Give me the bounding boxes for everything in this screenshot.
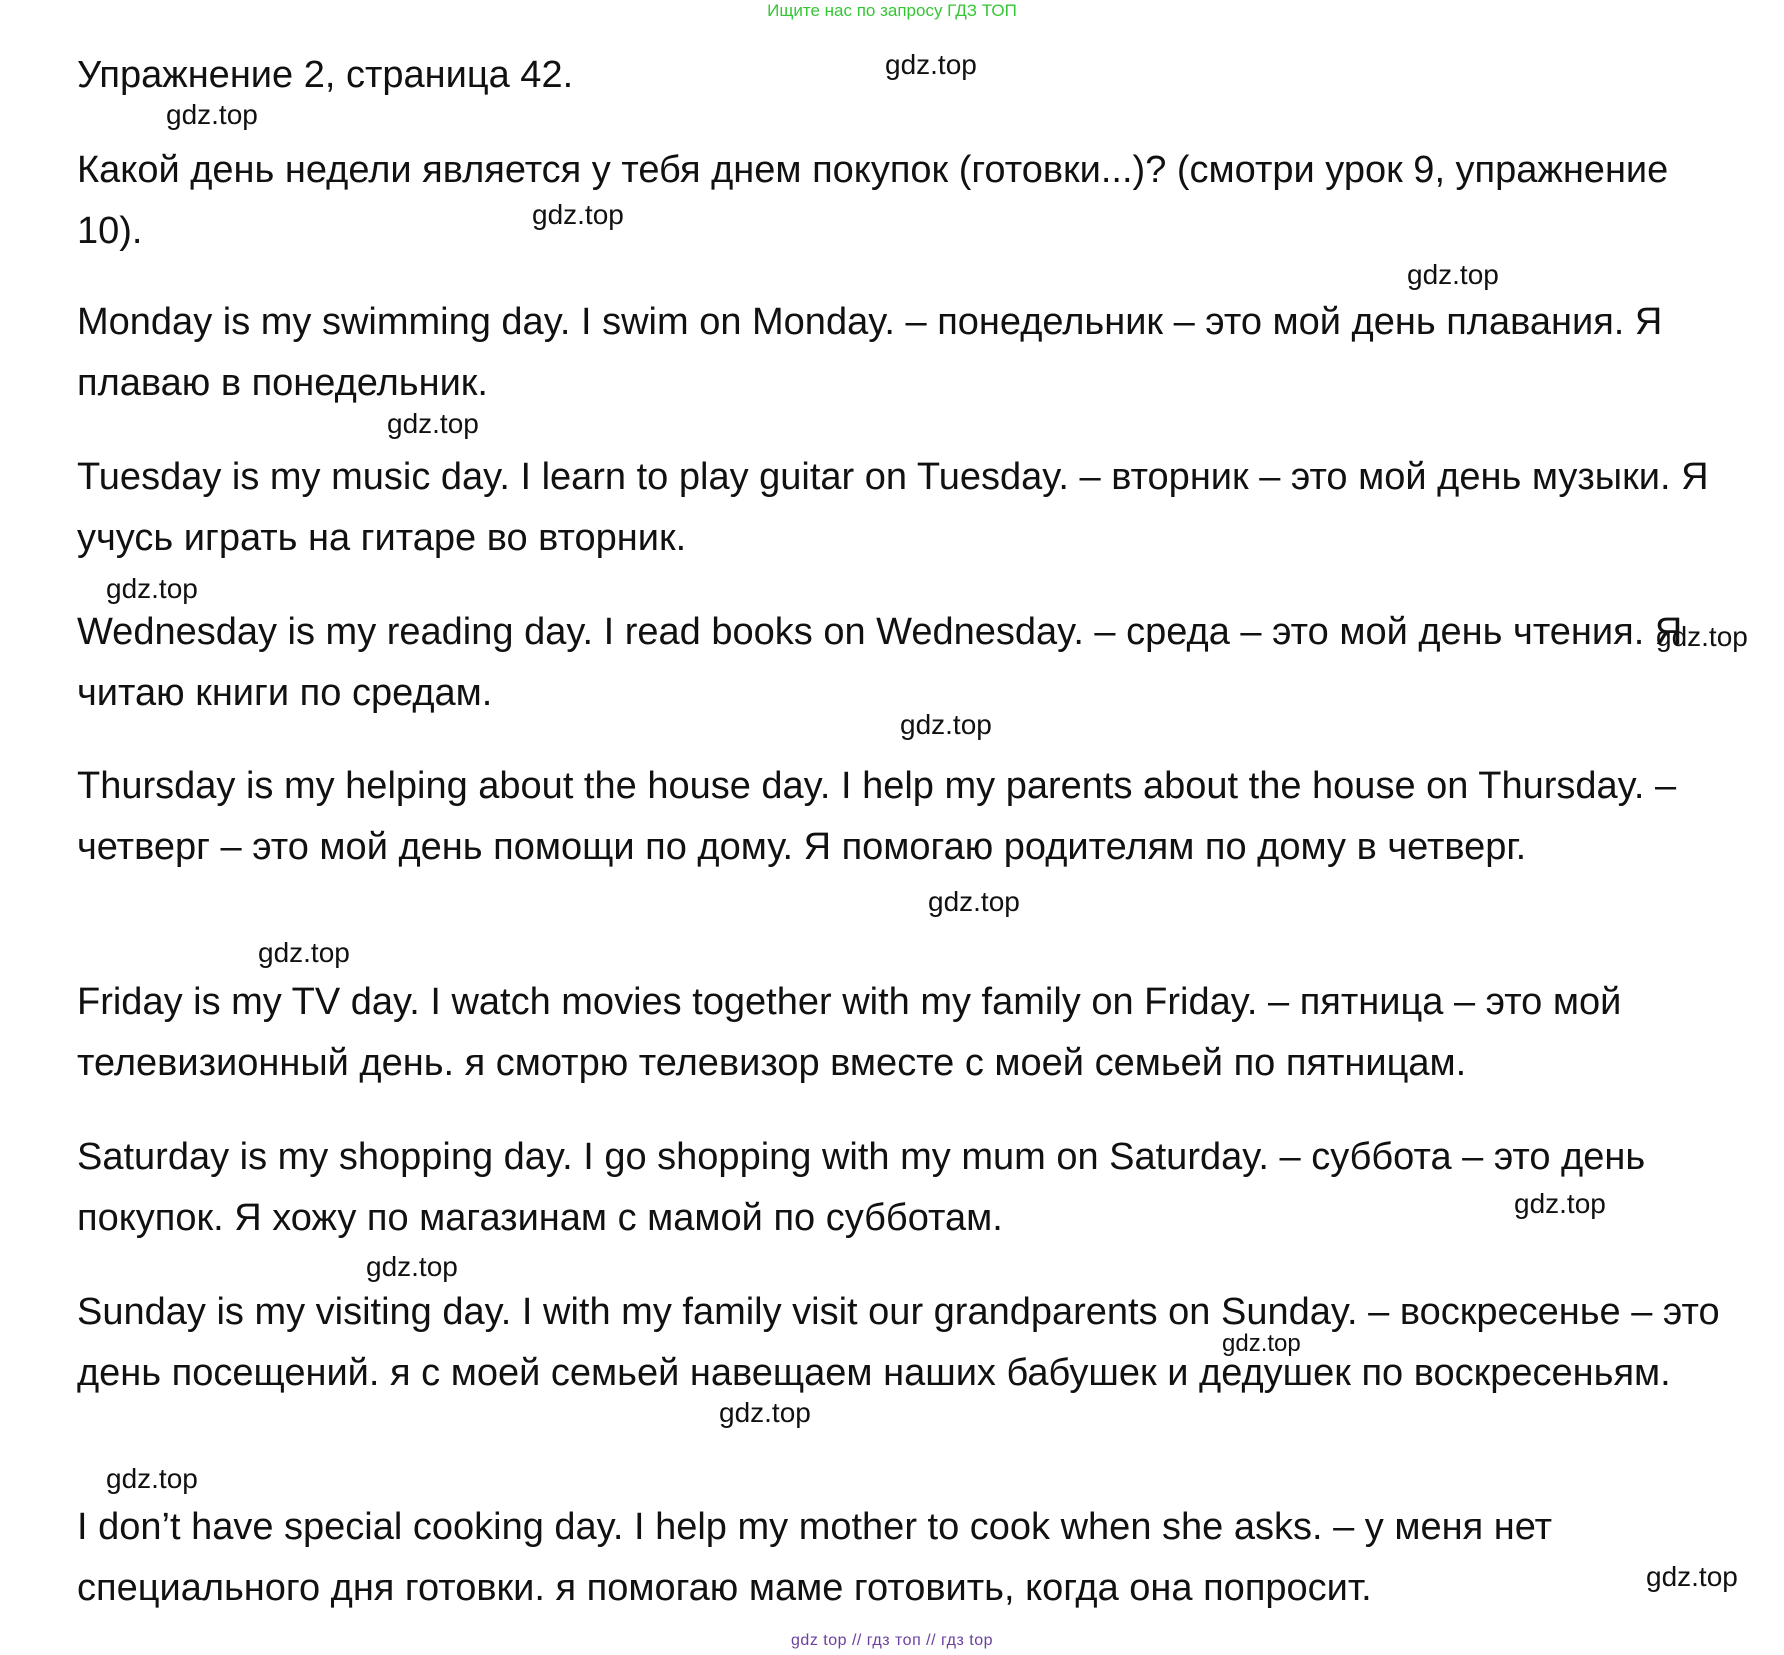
watermark: gdz.top xyxy=(166,99,258,130)
watermark: gdz.top xyxy=(106,1463,198,1494)
watermark: gdz.top xyxy=(1514,1188,1606,1219)
watermark: gdz.top xyxy=(928,886,1020,917)
answer-tuesday: Tuesday is my music day. I learn to play guitar on Tuesday. – вторник – это мой день музыки. Я учусь играть на гитаре во вторник. xyxy=(77,456,1709,559)
answer-friday: Friday is my TV day. I watch movies together with my family on Friday. – пятница – это мой телевизионный день. я смотрю телевизор вместе с моей семьей по пятницам. xyxy=(77,981,1622,1084)
watermark: gdz.top xyxy=(1656,621,1748,652)
watermark: gdz.top xyxy=(719,1397,811,1428)
watermark: gdz.top xyxy=(1407,259,1499,290)
answer-wednesday: Wednesday is my reading day. I read books on Wednesday. – среда – это мой день чтения. Я читаю книги по средам. xyxy=(77,611,1683,714)
answer-cooking: I don’t have special cooking day. I help my mother to cook when she asks. – у меня нет специального дня готовки. я помогаю маме готовить, когда она попросит. xyxy=(77,1506,1552,1609)
answer-sunday: Sunday is my visiting day. I with my family visit our grandparents on Sunday. – воскресенье – это день посещений. я с моей семьей навещаем наших бабушек и дедушек по воскресеньям. xyxy=(77,1291,1720,1394)
footer-watermark: gdz top // гдз топ // гдз top xyxy=(791,1632,993,1649)
watermark: gdz.top xyxy=(366,1251,458,1282)
exercise-heading: Упражнение 2, страница 42. xyxy=(77,54,574,96)
top-banner: Ищите нас по запросу ГДЗ ТОП xyxy=(767,1,1017,20)
watermark: gdz.top xyxy=(387,408,479,439)
watermark: gdz.top xyxy=(1222,1330,1301,1357)
watermark: gdz.top xyxy=(1646,1561,1738,1592)
exercise-question: Какой день недели является у тебя днем покупок (готовки...)? (смотри урок 9, упражнение 10). xyxy=(77,149,1669,252)
watermark: gdz.top xyxy=(900,709,992,740)
answer-saturday: Saturday is my shopping day. I go shopping with my mum on Saturday. – суббота – это день покупок. Я хожу по магазинам с мамой по субботам. xyxy=(77,1136,1646,1239)
answer-monday: Monday is my swimming day. I swim on Monday. – понедельник – это мой день плавания. Я плаваю в понедельник. xyxy=(77,301,1663,404)
watermark: gdz.top xyxy=(885,49,977,80)
watermark: gdz.top xyxy=(258,937,350,968)
watermark: gdz.top xyxy=(532,199,624,230)
answer-thursday: Thursday is my helping about the house day. I help my parents about the house on Thursday. – четверг – это мой день помощи по дому. Я помогаю родителям по дому в четверг. xyxy=(77,765,1677,868)
watermark: gdz.top xyxy=(106,573,198,604)
